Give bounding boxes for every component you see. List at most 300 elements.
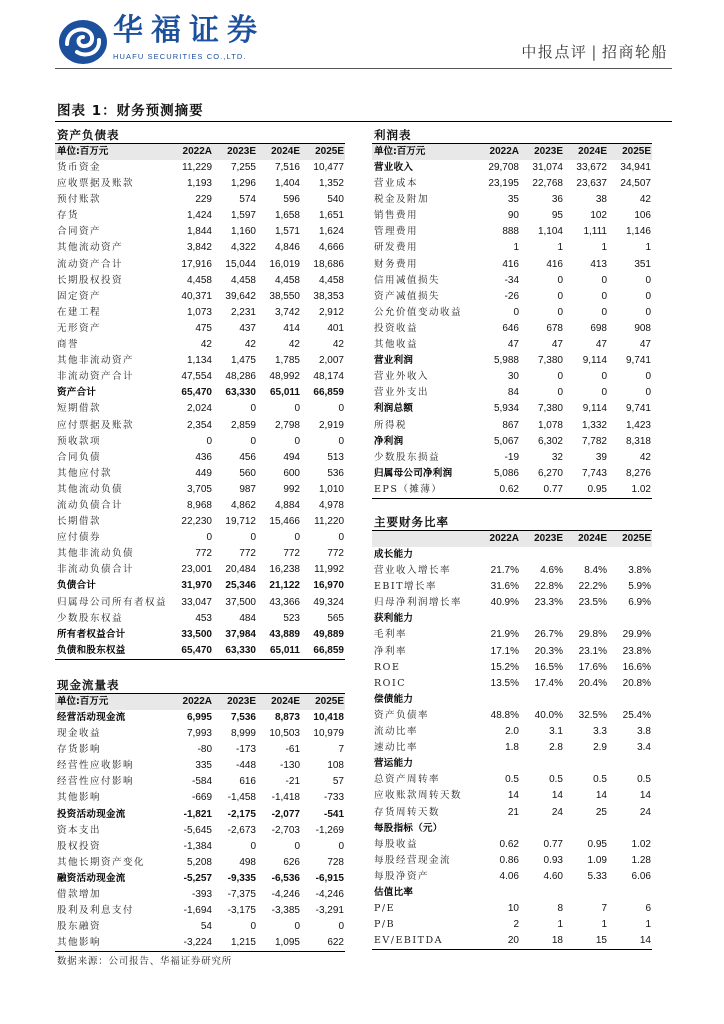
cell-2023E: -7,375 xyxy=(227,889,256,901)
cell-2025E: -733 xyxy=(323,792,344,804)
cell-2022A: 3,842 xyxy=(186,242,212,254)
cell-2024E: 10,503 xyxy=(269,728,300,740)
table-row xyxy=(55,611,345,627)
row-label: 融资活动现金流 xyxy=(57,872,126,884)
cell-2022A: -5,257 xyxy=(183,872,212,884)
section-label: 每股指标（元） xyxy=(374,822,443,834)
row-label: 商誉 xyxy=(57,339,80,351)
table-row xyxy=(372,224,652,240)
row-label: EV/EBITDA xyxy=(374,935,443,947)
cell-2022A: 229 xyxy=(195,194,212,206)
cell-2022A: 5,988 xyxy=(493,355,519,367)
row-label: 流动资产合计 xyxy=(57,258,124,270)
table-body xyxy=(372,160,652,499)
cell-2022A: 11,229 xyxy=(182,162,212,173)
cell-2022A: -5,645 xyxy=(183,824,212,836)
row-label: 税金及附加 xyxy=(374,194,430,206)
cell-2022A: 20 xyxy=(507,935,519,947)
cell-2022A: 3,705 xyxy=(186,483,212,495)
cell-2023E: 4,458 xyxy=(230,274,256,286)
cell-2025E: 1.28 xyxy=(631,854,651,866)
cell-2025E: 34,941 xyxy=(620,162,651,173)
figure-title: 图表 1：财务预测摘要 xyxy=(57,103,204,119)
cell-2022A: 436 xyxy=(195,451,212,463)
cell-2025E: 8,276 xyxy=(625,467,651,479)
cell-2024E: 23,637 xyxy=(576,178,607,190)
cell-2022A: 8,968 xyxy=(186,499,212,511)
cell-2023E: 437 xyxy=(239,322,256,334)
table-row xyxy=(372,563,652,579)
cell-2024E: 0 xyxy=(294,435,300,447)
table-row xyxy=(55,434,345,450)
cell-2023E: 15,044 xyxy=(225,258,256,270)
company-name: 招商轮船 xyxy=(601,43,668,61)
row-label: 所得税 xyxy=(374,419,408,431)
cell-2024E: 7 xyxy=(601,903,607,915)
cell-2023E: 39,642 xyxy=(225,290,256,302)
row-label: 其他非流动资产 xyxy=(57,355,135,367)
table-row xyxy=(55,224,345,240)
table-row xyxy=(55,160,345,176)
row-label: 归母净利润增长率 xyxy=(374,597,463,609)
cell-2025E: 16.6% xyxy=(622,661,651,673)
cell-2023E: 42 xyxy=(244,339,256,351)
row-label: 应收账款周转天数 xyxy=(374,790,463,802)
section-header-row xyxy=(372,756,652,772)
cell-2024E: 65,011 xyxy=(269,387,300,399)
cell-2022A: 17.1% xyxy=(490,645,519,657)
table-title: 资产负债表 xyxy=(55,127,345,144)
table-row xyxy=(372,853,652,869)
cell-2024E: -1,418 xyxy=(271,792,300,804)
row-label: 流动比率 xyxy=(374,726,419,738)
cell-2024E: 15,466 xyxy=(269,516,300,528)
row-label: 存货影响 xyxy=(57,744,102,756)
table-row xyxy=(55,595,345,611)
cell-2022A: -584 xyxy=(191,776,212,788)
title-divider xyxy=(55,121,672,122)
cell-2022A: 1,134 xyxy=(186,355,212,367)
row-label: 经营性应付影响 xyxy=(57,776,135,788)
cell-2022A: 0 xyxy=(206,532,212,544)
cell-2025E: 14 xyxy=(639,935,651,947)
cell-2023E: -173 xyxy=(235,744,256,756)
table-row xyxy=(55,353,345,369)
cell-2025E: 622 xyxy=(327,937,344,949)
table-row xyxy=(372,579,652,595)
cell-2025E: 772 xyxy=(327,548,344,560)
table-row xyxy=(372,708,652,724)
table-row xyxy=(372,160,652,176)
cell-2024E: 47 xyxy=(595,339,607,351)
cell-2025E: 42 xyxy=(332,339,344,351)
cell-2024E: 14 xyxy=(595,790,607,802)
row-label: 存货 xyxy=(57,210,80,222)
cell-2023E: 678 xyxy=(546,322,563,334)
cell-2025E: 42 xyxy=(639,194,651,206)
table-title: 主要财务比率 xyxy=(372,514,652,531)
cell-2023E: 37,984 xyxy=(225,628,256,640)
cell-2024E: 0 xyxy=(294,921,300,933)
table-row xyxy=(55,726,345,742)
cell-2025E: 351 xyxy=(634,258,651,270)
row-label: 研发费用 xyxy=(374,242,419,254)
section-label: 估值比率 xyxy=(374,886,414,898)
row-label: 其他流动负债 xyxy=(57,483,124,495)
cell-2022A: 1,073 xyxy=(186,306,212,318)
cell-2023E: -2,175 xyxy=(227,808,256,820)
header-divider xyxy=(55,68,672,69)
huafu-logo-icon xyxy=(58,19,108,65)
cell-2022A: 23,195 xyxy=(488,178,519,190)
cell-2025E: 7 xyxy=(338,744,344,756)
cell-2023E: 0 xyxy=(557,387,563,399)
cell-2025E: 2,912 xyxy=(318,306,344,318)
cell-2024E: -2,077 xyxy=(271,808,300,820)
cell-2023E: 1,296 xyxy=(230,178,256,190)
cell-2025E: 18,686 xyxy=(313,258,344,270)
cell-2023E: 22,768 xyxy=(532,178,563,190)
cell-2025E: 1.02 xyxy=(631,483,651,495)
cell-2025E: -6,915 xyxy=(315,872,344,884)
cell-2022A: -34 xyxy=(504,274,519,286)
cell-2022A: -1,694 xyxy=(183,905,212,917)
cell-2024E: 16,019 xyxy=(269,258,300,270)
cell-2024E: 0 xyxy=(601,387,607,399)
cell-2024E: 0 xyxy=(601,290,607,302)
cell-2024E: 0 xyxy=(294,403,300,415)
cell-2023E: 484 xyxy=(239,612,256,624)
cell-2025E: 49,889 xyxy=(313,628,344,640)
cell-2022A: 21.9% xyxy=(490,629,519,641)
table-row xyxy=(372,353,652,369)
cell-2023E: 7,380 xyxy=(537,403,563,415)
cell-2022A: 1,193 xyxy=(186,178,212,190)
cell-2024E: 1.09 xyxy=(587,854,607,866)
cell-2024E: 698 xyxy=(590,322,607,334)
table-row xyxy=(55,337,345,353)
cell-2022A: 0 xyxy=(206,435,212,447)
cell-2022A: 2,354 xyxy=(186,419,212,431)
column-header-2023E: 2023E xyxy=(534,533,563,544)
cell-2023E: 20,484 xyxy=(225,564,256,576)
table-row xyxy=(372,434,652,450)
table-row xyxy=(372,369,652,385)
cell-2025E: 0 xyxy=(338,435,344,447)
row-label: 固定资产 xyxy=(57,290,102,302)
cell-2023E: 498 xyxy=(239,856,256,868)
cell-2023E: 1,475 xyxy=(230,355,256,367)
row-label: 销售费用 xyxy=(374,210,419,222)
cell-2023E: 416 xyxy=(546,258,563,270)
cell-2022A: -19 xyxy=(504,451,519,463)
cell-2025E: 0 xyxy=(645,274,651,286)
row-label: 无形资产 xyxy=(57,322,102,334)
row-label: 营业外支出 xyxy=(374,387,430,399)
financial-ratios-table xyxy=(372,514,652,950)
header-blank-cell xyxy=(372,531,476,547)
cell-2023E: 20.3% xyxy=(534,645,563,657)
column-header-2024E: 2024E xyxy=(578,146,607,157)
row-label: 每股收益 xyxy=(374,838,419,850)
cell-2024E: 1,658 xyxy=(274,210,300,222)
table-row xyxy=(372,305,652,321)
cell-2024E: 8,873 xyxy=(274,712,300,723)
cell-2024E: 992 xyxy=(283,483,300,495)
cell-2022A: 17,916 xyxy=(181,258,212,270)
row-label: 财务费用 xyxy=(374,258,419,270)
cell-2024E: 15 xyxy=(595,935,607,947)
cell-2023E: 0.77 xyxy=(543,483,563,495)
row-label: 投资活动现金流 xyxy=(57,808,126,820)
table-body xyxy=(55,160,345,660)
table-row xyxy=(55,823,345,839)
cell-2023E: 4,322 xyxy=(230,242,256,254)
cell-2023E: 772 xyxy=(239,548,256,560)
cell-2024E: 1 xyxy=(601,242,607,254)
cell-2024E: 0 xyxy=(601,306,607,318)
cell-2022A: 2 xyxy=(513,919,519,931)
cell-2024E: 38,550 xyxy=(269,290,300,302)
cell-2023E: 22.8% xyxy=(534,581,563,593)
table-row xyxy=(372,772,652,788)
cell-2022A: 47 xyxy=(507,339,519,351)
cell-2024E: 1 xyxy=(601,919,607,931)
table-row xyxy=(372,805,652,821)
cell-2025E: 3.4 xyxy=(637,742,651,754)
row-label: 其他影响 xyxy=(57,792,102,804)
cell-2022A: 54 xyxy=(200,921,212,933)
table-row xyxy=(55,562,345,578)
table-row xyxy=(55,401,345,417)
table-row xyxy=(372,466,652,482)
table-row xyxy=(55,450,345,466)
cell-2023E: -1,458 xyxy=(227,792,256,804)
cell-2024E: 1,332 xyxy=(581,419,607,431)
cell-2023E: 0 xyxy=(250,921,256,933)
cell-2025E: 3.8 xyxy=(637,726,651,738)
row-label: 所有者权益合计 xyxy=(57,628,126,640)
cell-2023E: 95 xyxy=(551,210,563,222)
section-label: 营运能力 xyxy=(374,758,414,770)
row-label: 借款增加 xyxy=(57,889,102,901)
cell-2023E: 0 xyxy=(250,532,256,544)
table-row xyxy=(55,466,345,482)
cell-2024E: 7,516 xyxy=(274,162,300,173)
table-row xyxy=(55,208,345,224)
cell-2023E: 37,500 xyxy=(225,596,256,608)
cell-2025E: 29.9% xyxy=(622,629,651,641)
row-label: 投资收益 xyxy=(374,322,419,334)
cell-2024E: 1,111 xyxy=(583,226,607,238)
table-row xyxy=(372,321,652,337)
column-header-2024E: 2024E xyxy=(578,533,607,544)
table-row xyxy=(372,644,652,660)
cell-2022A: 84 xyxy=(507,387,519,399)
cell-2024E: 494 xyxy=(283,451,300,463)
cell-2022A: -1,821 xyxy=(183,808,212,820)
cell-2023E: 0.93 xyxy=(543,854,563,866)
brand-name: 华福证券 xyxy=(113,13,265,48)
cell-2023E: 7,536 xyxy=(230,712,256,723)
cell-2022A: 40,371 xyxy=(181,290,212,302)
cell-2025E: 66,859 xyxy=(313,644,344,656)
cell-2024E: 22.2% xyxy=(578,581,607,593)
row-label: 非流动负债合计 xyxy=(57,564,135,576)
row-label: 资产合计 xyxy=(57,387,97,399)
table-header-row xyxy=(55,144,345,160)
section-label: 偿债能力 xyxy=(374,693,414,705)
cell-2024E: 600 xyxy=(283,467,300,479)
table-row xyxy=(372,176,652,192)
cell-2024E: 42 xyxy=(288,339,300,351)
cell-2023E: 6,302 xyxy=(537,435,563,447)
cell-2024E: 23.5% xyxy=(578,597,607,609)
cell-2023E: 0 xyxy=(557,371,563,383)
cell-2025E: 49,324 xyxy=(313,596,344,608)
row-label: 每股净资产 xyxy=(374,870,430,882)
row-label: 经营性应收影响 xyxy=(57,760,135,772)
cell-2025E: 16,970 xyxy=(313,580,344,592)
cell-2024E: 20.4% xyxy=(578,677,607,689)
source-note: 数据来源：公司报告、华福证券研究所 xyxy=(57,956,233,967)
cell-2023E: 8,999 xyxy=(230,728,256,740)
table-row xyxy=(372,273,652,289)
cell-2023E: 7,380 xyxy=(537,355,563,367)
section-header-row xyxy=(372,821,652,837)
cell-2023E: 0 xyxy=(250,435,256,447)
cell-2024E: 4,846 xyxy=(274,242,300,254)
cell-2023E: 2,231 xyxy=(230,306,256,318)
cell-2023E: 456 xyxy=(239,451,256,463)
table-row xyxy=(372,901,652,917)
cash-flow-table xyxy=(55,677,345,952)
row-label: 资本支出 xyxy=(57,824,102,836)
row-label: 股东融资 xyxy=(57,921,102,933)
cell-2022A: -26 xyxy=(504,290,519,302)
cell-2022A: 10 xyxy=(507,903,519,915)
row-label: 长期借款 xyxy=(57,516,102,528)
cell-2022A: 888 xyxy=(502,226,519,238)
cell-2025E: 25.4% xyxy=(622,709,651,721)
report-header xyxy=(521,42,668,62)
cell-2024E: 0.95 xyxy=(587,838,607,850)
cell-2025E: 0 xyxy=(338,840,344,852)
row-label: 资产负债率 xyxy=(374,709,430,721)
cell-2024E: 48,992 xyxy=(269,371,300,383)
cell-2022A: 23,001 xyxy=(181,564,212,576)
table-row xyxy=(55,758,345,774)
table-title: 利润表 xyxy=(372,127,652,144)
cell-2025E: 513 xyxy=(327,451,344,463)
cell-2022A: 0.62 xyxy=(499,483,519,495)
table-row xyxy=(55,385,345,401)
cell-2024E: 9,114 xyxy=(582,355,607,367)
cell-2025E: 9,741 xyxy=(625,403,651,415)
cell-2025E: 6.9% xyxy=(628,597,651,609)
table-row xyxy=(372,788,652,804)
cell-2025E: 4,666 xyxy=(318,242,344,254)
column-header-2024E: 2024E xyxy=(271,146,300,157)
cell-2023E: 1 xyxy=(557,919,563,931)
table-body xyxy=(372,547,652,950)
row-label: 速动比率 xyxy=(374,742,419,754)
cell-2024E: -21 xyxy=(285,776,300,788)
table-row xyxy=(55,240,345,256)
cell-2025E: 2,007 xyxy=(318,355,344,367)
cell-2023E: 4.6% xyxy=(540,565,563,577)
cell-2025E: 4,978 xyxy=(318,499,344,511)
cell-2023E: 18 xyxy=(551,935,563,947)
cell-2024E: 38 xyxy=(595,194,607,206)
cell-2023E: 8 xyxy=(557,903,563,915)
table-row xyxy=(55,514,345,530)
cell-2022A: 2.0 xyxy=(505,726,519,738)
table-header-row xyxy=(372,144,652,160)
cell-2022A: 1.8 xyxy=(505,742,519,754)
row-label: 应付票据及账款 xyxy=(57,419,135,431)
row-label: 资产减值损失 xyxy=(374,290,441,302)
table-row xyxy=(372,869,652,885)
row-label: P/E xyxy=(374,903,396,915)
cell-2024E: 0.95 xyxy=(587,483,607,495)
cell-2023E: 24 xyxy=(551,806,563,818)
row-label: 应收票据及账款 xyxy=(57,178,135,190)
table-row xyxy=(55,530,345,546)
cell-2022A: 29,708 xyxy=(488,162,519,173)
cell-2023E: -9,335 xyxy=(227,872,256,884)
cell-2024E: 3,742 xyxy=(274,306,300,318)
table-row xyxy=(55,919,345,935)
row-label: 货币资金 xyxy=(57,162,102,173)
row-label: 合同资产 xyxy=(57,226,102,238)
column-header-2023E: 2023E xyxy=(227,146,256,157)
row-label: 负债合计 xyxy=(57,580,97,592)
cell-2023E: 1,078 xyxy=(537,419,563,431)
cell-2023E: 0.77 xyxy=(543,838,563,850)
cell-2023E: 1,160 xyxy=(230,226,256,238)
cell-2022A: 33,047 xyxy=(181,596,212,608)
cell-2024E: 21,122 xyxy=(269,580,300,592)
column-header-2022A: 2022A xyxy=(489,146,519,157)
table-row xyxy=(55,627,345,643)
cell-2023E: 0 xyxy=(250,403,256,415)
cell-2022A: 90 xyxy=(507,210,519,222)
row-label: 归属母公司净利润 xyxy=(374,467,453,479)
cell-2024E: 772 xyxy=(283,548,300,560)
cell-2022A: 475 xyxy=(195,322,212,334)
cell-2022A: 5,208 xyxy=(186,856,212,868)
cell-2022A: 335 xyxy=(195,760,212,772)
cell-2024E: -4,246 xyxy=(271,889,300,901)
cell-2022A: 1,424 xyxy=(186,210,212,222)
cell-2022A: 40.9% xyxy=(490,597,519,609)
cell-2025E: 1,352 xyxy=(318,178,344,190)
cell-2022A: 0.62 xyxy=(499,838,519,850)
cell-2025E: 11,992 xyxy=(314,564,344,576)
cell-2025E: 3.8% xyxy=(628,565,651,577)
table-row xyxy=(55,887,345,903)
column-header-2022A: 2022A xyxy=(182,146,212,157)
cell-2025E: 728 xyxy=(327,856,344,868)
column-header-2022A: 2022A xyxy=(489,533,519,544)
cell-2024E: 29.8% xyxy=(578,629,607,641)
cell-2024E: -61 xyxy=(285,744,300,756)
cell-2024E: 7,743 xyxy=(581,467,607,479)
cell-2025E: 1,146 xyxy=(625,226,651,238)
cell-2022A: 30 xyxy=(507,371,519,383)
row-label: 经营活动现金流 xyxy=(57,712,126,723)
